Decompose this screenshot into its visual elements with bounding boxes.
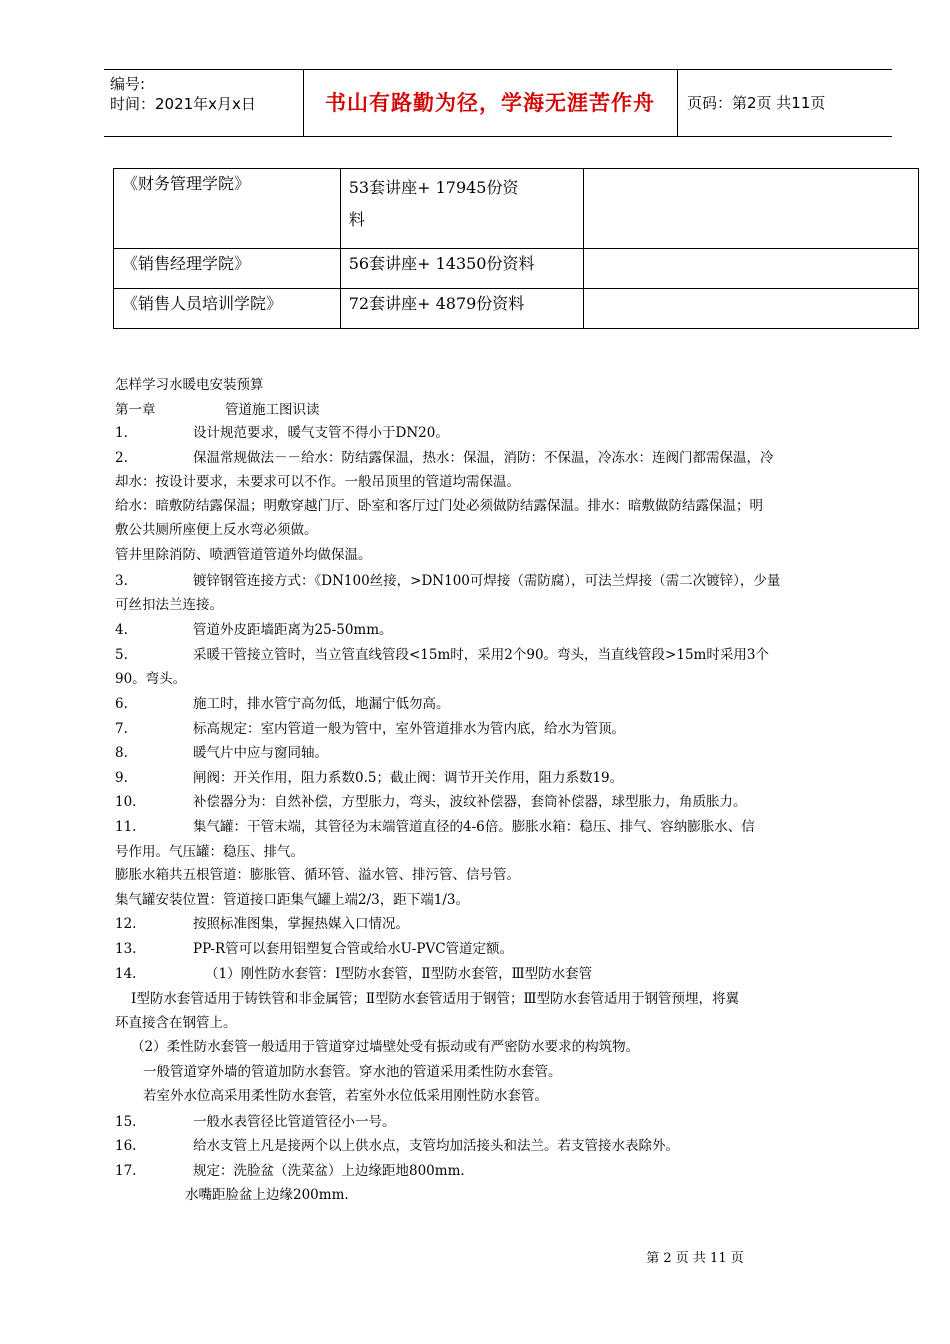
table-cell-name — [114, 169, 341, 249]
paragraph-line — [143, 1060, 562, 1080]
item-number: 2. — [115, 450, 128, 466]
item-number: 17. — [115, 1163, 137, 1179]
item-text: 按照标准图集，掌握热媒入口情况。 — [193, 916, 409, 932]
paragraph-line — [115, 446, 774, 466]
paragraph-line — [115, 1011, 237, 1031]
header-divider — [677, 70, 678, 136]
item-text: 给水支管上凡是接两个以上供水点，支管均加活接头和法兰。若支管接水表除外。 — [193, 1138, 679, 1154]
header-meta — [110, 74, 256, 114]
paragraph-line — [115, 518, 318, 538]
item-number: 1. — [115, 425, 128, 441]
paragraph-line — [115, 863, 520, 883]
item-number: 9. — [115, 770, 128, 786]
table-cell-count — [340, 289, 584, 329]
page-header — [104, 69, 892, 137]
item-text: PP-R管可以套用铝塑复合管或给水U-PVC管道定额。 — [193, 941, 514, 957]
item-number: 10. — [115, 794, 137, 810]
paragraph-line — [115, 692, 450, 712]
item-text: 集气罐：干管末端，其管径为末端管道直径的4-6倍。膨胀水箱：稳压、排气、容纳膨胀水、信 — [193, 819, 755, 835]
item-number: 3. — [115, 573, 128, 589]
paragraph-line — [115, 741, 328, 761]
item-number: 8. — [115, 745, 128, 761]
item-text: 补偿器分为：自然补偿，方型胀力，弯头，波纹补偿器，套筒补偿器，球型胀力，角质胀力。 — [193, 794, 747, 810]
item-text: 管道外皮距墙距离为25-50mm。 — [193, 622, 393, 638]
table-row — [114, 169, 919, 249]
chapter-title: 管道施工图识读 — [225, 402, 320, 418]
item-text: 给水：暗敷防结露保温；明敷穿越门厅、卧室和客厅过门处必须做防结露保温。排水：暗敷做防结露保温；明 — [115, 498, 763, 514]
item-text: 标高规定：室内管道一般为管中，室外管道排水为管内底，给水为管顶。 — [193, 721, 625, 737]
table-row — [114, 289, 919, 329]
chapter-heading — [115, 398, 320, 418]
paragraph-line — [115, 667, 186, 687]
item-text: Ⅰ型防水套管适用于铸铁管和非金属管；Ⅱ型防水套管适用于钢管；Ⅲ型防水套管适用于钢管预埋，将翼 — [131, 991, 740, 1007]
paragraph-line — [115, 790, 747, 810]
paragraph-line — [131, 1035, 639, 1055]
paragraph-line — [115, 912, 409, 932]
paragraph-line — [115, 569, 780, 589]
paragraph-line — [115, 1159, 465, 1179]
item-text: 规定：洗脸盆（洗菜盆）上边缘距地800mm. — [193, 1163, 465, 1179]
table-cell-extra — [584, 169, 919, 249]
paragraph-line — [115, 470, 520, 490]
resource-count: 72套讲座+ 4879份资料 — [348, 294, 525, 313]
paragraph-line — [115, 494, 763, 514]
item-text: 设计规范要求，暖气支管不得小于DN20。 — [193, 425, 449, 441]
paragraph-line — [115, 937, 513, 957]
item-text: 管井里除消防、喷洒管道管道外均做保温。 — [115, 547, 372, 563]
item-text: 却水：按设计要求，未要求可以不作。一般吊顶里的管道均需保温。 — [115, 474, 520, 490]
table-cell-count — [340, 249, 584, 289]
paragraph-line — [115, 962, 592, 982]
item-number: 14. — [115, 966, 137, 982]
item-text: 90。弯头。 — [115, 671, 187, 687]
paragraph-line — [115, 840, 304, 860]
resource-table — [113, 168, 919, 329]
paragraph-line — [115, 593, 223, 613]
item-text: 采暖干管接立管时，当立管直线管段<15m时，采用2个90。弯头，当直线管段>15m时采用3个 — [193, 647, 769, 663]
paragraph-line — [115, 888, 469, 908]
item-text: 一般管道穿外墙的管道加防水套管。穿水池的管道采用柔性防水套管。 — [143, 1064, 562, 1080]
item-number: 4. — [115, 622, 128, 638]
paragraph-line — [115, 717, 625, 737]
item-text: （2）柔性防水套管一般适用于管道穿过墙壁处受有振动或有严密防水要求的构筑物。 — [131, 1039, 640, 1055]
item-number: 15. — [115, 1114, 137, 1130]
table-cell-name — [114, 289, 341, 329]
item-text: 暖气片中应与窗同轴。 — [193, 745, 328, 761]
paragraph-line — [131, 987, 739, 1007]
item-number: 11. — [115, 819, 137, 835]
item-text: 保温常规做法－－给水：防结露保温，热水：保温，消防：不保温，冷冻水：连阀门都需保温，冷 — [193, 450, 774, 466]
item-number: 13. — [115, 941, 137, 957]
paragraph-line — [115, 618, 393, 638]
paragraph-line — [115, 1134, 679, 1154]
item-text: 施工时，排水管宁高勿低，地漏宁低勿高。 — [193, 696, 450, 712]
item-text: 集气罐安装位置：管道接口距集气罐上端2/3，距下端1/3。 — [115, 892, 469, 908]
table-cell-extra — [584, 289, 919, 329]
header-number: 编号: — [110, 75, 146, 93]
item-text: 膨胀水箱共五根管道：膨胀管、循环管、溢水管、排污管、信号管。 — [115, 867, 520, 883]
table-cell-count — [340, 169, 584, 249]
item-text: 一般水表管径比管道管径小一号。 — [193, 1114, 396, 1130]
chapter-number: 第一章 — [115, 402, 156, 418]
item-text: 镀锌钢管连接方式：《DN100丝接，>DN100可焊接（需防腐），可法兰焊接（需二次镀锌），少量 — [193, 573, 781, 589]
item-text: 闸阀：开关作用，阻力系数0.5；截止阀：调节开关作用，阻力系数19。 — [193, 770, 624, 786]
paragraph-line — [115, 543, 372, 563]
item-text: 若室外水位高采用柔性防水套管，若室外水位低采用刚性防水套管。 — [143, 1088, 548, 1104]
header-time: 时间：2021年x月x日 — [110, 95, 256, 113]
paragraph-line — [115, 766, 623, 786]
resource-count-cont: 料 — [348, 210, 365, 229]
header-motto: 书山有路勤为径，学海无涯苦作舟 — [325, 91, 655, 115]
item-text: 水嘴距脸盆上边缘200mm. — [185, 1187, 349, 1203]
paragraph-line — [185, 1183, 349, 1203]
item-text: （1）刚性防水套管：Ⅰ型防水套管，Ⅱ型防水套管，Ⅲ型防水套管 — [205, 966, 593, 982]
item-text: 可丝扣法兰连接。 — [115, 597, 223, 613]
resource-count: 53套讲座+ 17945份资 — [348, 178, 519, 197]
item-text: 环直接含在钢管上。 — [115, 1015, 237, 1031]
item-text: 敷公共厕所座便上反水弯必须做。 — [115, 522, 318, 538]
resource-name: 《销售人员培训学院》 — [122, 294, 283, 313]
item-text: 号作用。气压罐：稳压、排气。 — [115, 844, 304, 860]
paragraph-line — [115, 421, 449, 441]
resource-name: 《财务管理学院》 — [122, 174, 251, 193]
item-number: 5. — [115, 647, 128, 663]
page-footer: 第 2 页 共 11 页 — [646, 1251, 744, 1266]
document-title: 怎样学习水暖电安装预算 — [115, 377, 264, 393]
paragraph-line — [115, 643, 769, 663]
item-number: 6. — [115, 696, 128, 712]
header-page-number: 页码：第2页 共11页 — [687, 94, 826, 112]
item-number: 7. — [115, 721, 128, 737]
table-cell-name — [114, 249, 341, 289]
item-number: 16. — [115, 1138, 137, 1154]
resource-name: 《销售经理学院》 — [122, 254, 251, 273]
table-cell-extra — [584, 249, 919, 289]
paragraph-line — [143, 1084, 548, 1104]
item-number: 12. — [115, 916, 137, 932]
paragraph-line — [115, 1110, 396, 1130]
table-row — [114, 249, 919, 289]
paragraph-line — [115, 815, 755, 835]
resource-count: 56套讲座+ 14350份资料 — [348, 254, 535, 273]
